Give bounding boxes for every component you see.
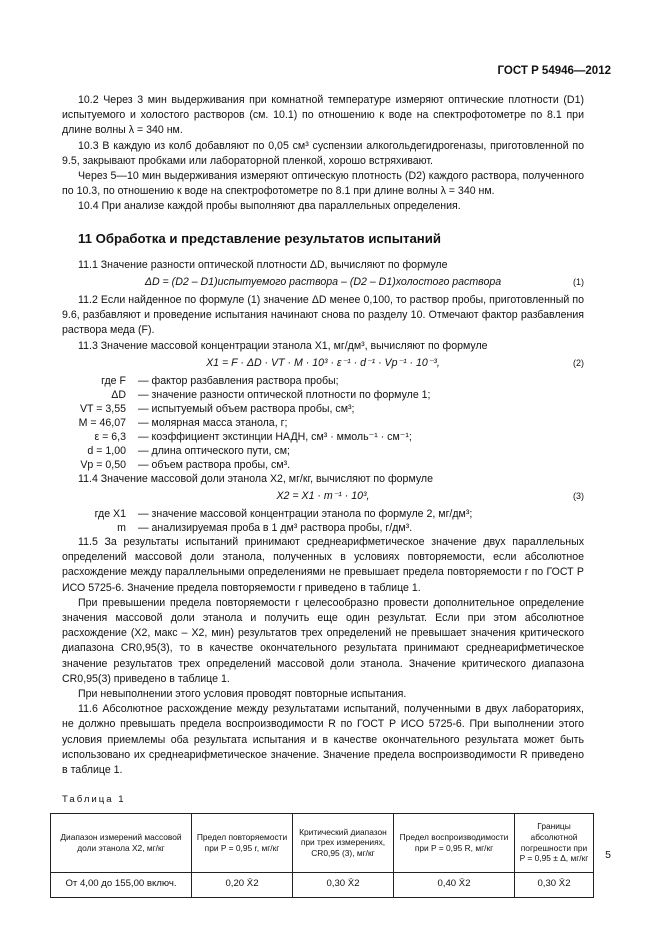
table-cell: 0,40 X̄2 <box>394 872 515 897</box>
paragraph-11-2: 11.2 Если найденное по формуле (1) значение ΔD менее 0,100, то раствор пробы, приготовленный по 9.6, разбавляют и проведение испытания начинают снова по разделу 10. Отмечают фактор разбавления раствора меда (F). <box>62 294 584 337</box>
definition-row <box>62 402 584 416</box>
table-header-cell: Диапазон измерений массовой доли этанола X2, мг/кг <box>51 813 192 872</box>
table-caption: Таблица 1 <box>62 794 126 806</box>
paragraph-11-4: 11.4 Значение массовой доли этанола X2, мг/кг, вычисляют по формуле <box>78 472 433 485</box>
paragraph-11-1: 11.1 Значение разности оптической плотности ΔD, вычисляют по формуле <box>78 258 448 271</box>
definition-text: — значение массовой концентрации этанола по формуле 2, мг/дм³; <box>138 508 473 521</box>
definition-symbol: d = 1,00 <box>87 444 126 457</box>
page-number: 5 <box>605 849 611 861</box>
definition-symbol: M = 46,07 <box>78 416 126 429</box>
table-header-row <box>51 813 594 872</box>
formula-3-text: X2 = X1 · m⁻¹ · 10³, <box>276 490 370 503</box>
table-cell: 0,30 X̄2 <box>515 872 594 897</box>
definition-text: — коэффициент экстинции НАДН, см³ · ммоль⁻¹ · см⁻¹; <box>138 430 412 443</box>
document-header: ГОСТ Р 54946—2012 <box>497 65 611 77</box>
definition-symbol: ΔD <box>111 388 126 401</box>
table-1 <box>50 813 594 898</box>
definition-row <box>62 388 584 402</box>
paragraph-11-5c: При невыполнении этого условия проводят повторные испытания. <box>78 688 407 701</box>
definition-text: — молярная масса этанола, г; <box>138 416 288 429</box>
paragraph-11-6: 11.6 Абсолютное расхождение между результатами испытаний, полученными в двух лабораториях, не должно превышать предела воспроизводимости R по ГОСТ Р ИСО 5725-6. При выполнении этого условия приемлемы оба результата испытания и в качестве окончательного результата может быть использовано их среднеарифметическое значение. Значение предела воспроизводимости R приведено в таблице 1. <box>62 703 584 777</box>
formula-2-number: (2) <box>573 357 584 368</box>
definition-text: — значение разности оптической плотности по формуле 1; <box>138 388 431 401</box>
definition-symbol: m <box>117 522 126 535</box>
paragraph-10-3: 10.3 В каждую из колб добавляют по 0,05 см³ суспензии алкогольдегидрогеназы, приготовленной по 9.5, закрывают пробками или лабораторной пленкой, хорошо встряхивают. <box>62 139 584 167</box>
section-title: 11 Обработка и представление результатов испытаний <box>78 230 441 246</box>
formula-1-text: ΔD = (D2 – D1)испытуемого раствора – (D2 – D1)холостого раствора <box>144 276 502 289</box>
definition-symbol: VT = 3,55 <box>79 402 126 415</box>
definition-row <box>62 444 584 458</box>
paragraph-10-2: 10.2 Через 3 мин выдерживания при комнатной температуре измеряют оптические плотности (D1) испытуемого и холостого растворов (см. 10.1) по отношению к воде на спектрофотометре по 8.1 при длине волны λ = 340 нм. <box>62 94 584 137</box>
definition-text: — испытуемый объем раствора пробы, см³; <box>138 402 355 415</box>
definitions-list-2 <box>62 507 584 535</box>
definition-text: — объем раствора пробы, см³. <box>138 458 291 471</box>
formula-2-text: X1 = F · ΔD · VT · M · 10³ · ε⁻¹ · d⁻¹ · Vp⁻¹ · 10⁻³, <box>206 356 440 369</box>
document-body <box>60 93 589 898</box>
definition-symbol: Vp = 0,50 <box>80 458 126 471</box>
table-header-cell: Предел повторяемости при P = 0,95 r, мг/кг <box>192 813 293 872</box>
definition-text: — фактор разбавления раствора пробы; <box>138 374 339 387</box>
table-header-cell: Предел воспроизводимости при P = 0,95 R, мг/кг <box>394 813 515 872</box>
paragraph-11-5b: При превышении предела повторяемости r целесообразно провести дополнительное определение значения массовой доли этанола и получить еще один результат. Если при этом абсолютное расхождение (X2, макс – X2, мин) результатов трех определений не превышает значения критического диапазона CR0,95(3), то в качестве окончательного результата принимают среднеарифметическое значение результатов трех определений массовой доли этанола. Значение критического диапазона CR0,95(3) приведено в таблице 1. <box>62 596 584 685</box>
definition-row <box>62 507 584 521</box>
formula-3 <box>62 487 584 507</box>
paragraph-10-3b: Через 5—10 мин выдерживания измеряют оптическую плотность (D2) каждого раствора, полученного по 10.3, по отношению к воде на спектрофотометре по 8.1 при длине волны λ = 340 нм. <box>62 170 584 198</box>
table-cell: От 4,00 до 155,00 включ. <box>51 872 192 897</box>
table-header-cell: Критический диапазон при трех измерениях, CR0,95 (3), мг/кг <box>293 813 394 872</box>
definition-row <box>62 416 584 430</box>
definition-text: — анализируемая проба в 1 дм³ раствора пробы, г/дм³. <box>138 522 413 535</box>
paragraph-10-4: 10.4 При анализе каждой пробы выполняют два параллельных определения. <box>78 200 461 213</box>
definition-row <box>62 458 584 472</box>
definitions-list <box>62 374 584 472</box>
table-header-cell: Границы абсолютной погрешности при P = 0,95 ± Δ, мг/кг <box>515 813 594 872</box>
definition-row <box>62 430 584 444</box>
formula-1 <box>62 273 584 293</box>
paragraph-11-3: 11.3 Значение массовой концентрации этанола X1, мг/дм³, вычисляют по формуле <box>78 339 488 352</box>
table-cell: 0,20 X̄2 <box>192 872 293 897</box>
definition-row <box>62 374 584 388</box>
table-cell: 0,30 X̄2 <box>293 872 394 897</box>
definition-text: — длина оптического пути, см; <box>138 444 290 457</box>
definition-symbol: где F <box>101 374 126 387</box>
table-row <box>51 872 594 897</box>
formula-1-number: (1) <box>573 277 584 288</box>
definition-row <box>62 521 584 535</box>
paragraph-11-5: 11.5 За результаты испытаний принимают среднеарифметическое значение двух параллельных определений массовой доли этанола, полученных в условиях повторяемости, если абсолютное расхождение между параллельными определениями не превышает предела повторяемости r по ГОСТ Р ИСО 5725-6. Значение предела повторяемости r приведено в таблице 1. <box>62 536 584 594</box>
definition-symbol: где X1 <box>94 508 126 521</box>
formula-3-number: (3) <box>573 491 584 502</box>
definition-symbol: ε = 6,3 <box>94 430 126 443</box>
formula-2 <box>62 354 584 374</box>
